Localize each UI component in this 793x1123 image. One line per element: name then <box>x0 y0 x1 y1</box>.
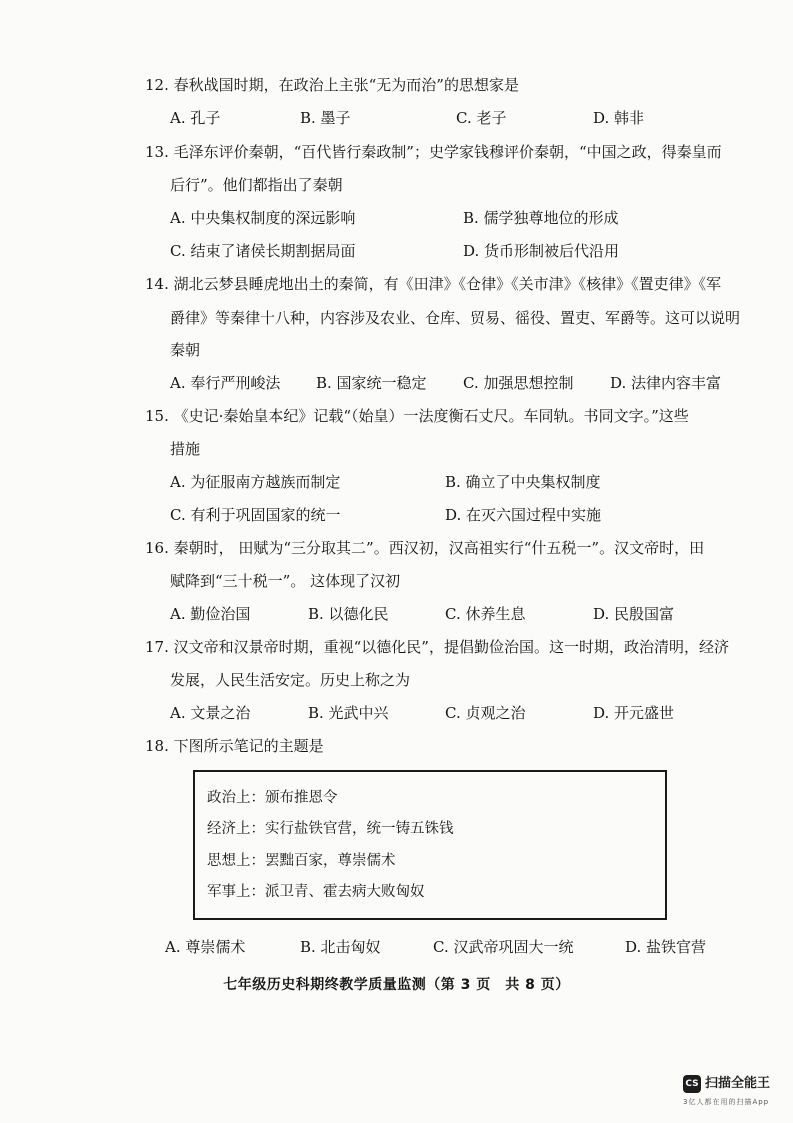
scanner-watermark <box>683 1075 783 1115</box>
question-13-stem-line-2: 后行”。他们都指出了秦朝 <box>170 176 343 194</box>
q15-option-b: B. 确立了中央集权制度 <box>445 473 601 491</box>
q13-option-a: A. 中央集权制度的深远影响 <box>170 209 356 227</box>
question-14-stem-line-2: 爵律》等秦律十八种，内容涉及农业、仓库、贸易、徭役、置吏、军爵等。这可以说明 <box>170 309 741 327</box>
q12-option-c: C. 老子 <box>456 109 507 127</box>
question-15-stem-line-1: 15. 《史记·秦始皇本纪》记载“（始皇）一法度衡石丈尺。车同轨。书同文字。”这些 <box>145 407 689 425</box>
q12-option-a: A. 孔子 <box>170 109 221 127</box>
q14-option-d: D. 法律内容丰富 <box>610 374 722 392</box>
watermark-title: 扫描全能王 <box>705 1076 771 1091</box>
q16-option-b: B. 以德化民 <box>308 605 389 623</box>
q13-option-b: B. 儒学独尊地位的形成 <box>463 209 619 227</box>
q14-option-a: A. 奉行严刑峻法 <box>170 374 281 392</box>
q17-option-a: A. 文景之治 <box>170 704 251 722</box>
q14-option-b: B. 国家统一稳定 <box>316 374 427 392</box>
q18-option-c: C. 汉武帝巩固大一统 <box>433 938 574 956</box>
note-economy: 经济上：实行盐铁官营，统一铸五铢钱 <box>207 821 454 837</box>
question-17-stem-line-1: 17. 汉文帝和汉景帝时期，重视“以德化民”，提倡勤俭治国。这一时期，政治清明，经济 <box>145 638 729 656</box>
q18-option-d: D. 盐铁官营 <box>625 938 707 956</box>
q18-option-a: A. 尊崇儒术 <box>165 938 246 956</box>
question-18-stem: 18. 下图所示笔记的主题是 <box>145 737 324 755</box>
q16-option-c: C. 休养生息 <box>445 605 526 623</box>
question-15-stem-line-2: 措施 <box>170 440 201 458</box>
q13-option-c: C. 结束了诸侯长期割据局面 <box>170 242 356 260</box>
q16-option-a: A. 勤俭治国 <box>170 605 251 623</box>
question-16-stem-line-1: 16. 秦朝时， 田赋为“三分取其二”。西汉初，汉高祖实行“什五税一”。汉文帝时，田 <box>145 539 705 557</box>
question-17-stem-line-2: 发展，人民生活安定。历史上称之为 <box>170 671 411 689</box>
note-politics: 政治上：颁布推恩令 <box>207 790 338 806</box>
notes-box <box>193 770 667 920</box>
note-military: 军事上：派卫青、霍去病大败匈奴 <box>207 884 425 900</box>
q16-option-d: D. 民殷国富 <box>593 605 675 623</box>
q17-option-d: D. 开元盛世 <box>593 704 675 722</box>
q14-option-c: C. 加强思想控制 <box>463 374 574 392</box>
page-footer: 七年级历史科期终教学质量监测（第 3 页 共 8 页） <box>223 977 570 993</box>
question-12-stem: 12. 春秋战国时期，在政治上主张“无为而治”的思想家是 <box>145 76 519 94</box>
note-thought: 思想上：罢黜百家，尊崇儒术 <box>207 853 396 869</box>
watermark-subtitle: 3亿人都在用的扫描App <box>683 1098 770 1106</box>
q13-option-d: D. 货币形制被后代沿用 <box>463 242 620 260</box>
q15-option-a: A. 为征服南方越族而制定 <box>170 473 341 491</box>
question-16-stem-line-2: 赋降到“三十税一”。 这体现了汉初 <box>170 572 401 590</box>
question-14-stem-line-3: 秦朝 <box>170 341 201 359</box>
q15-option-d: D. 在灭六国过程中实施 <box>445 506 602 524</box>
q12-option-b: B. 墨子 <box>300 109 351 127</box>
q18-option-b: B. 北击匈奴 <box>300 938 381 956</box>
q12-option-d: D. 韩非 <box>593 109 645 127</box>
q17-option-c: C. 贞观之治 <box>445 704 526 722</box>
camscanner-logo-icon: CS <box>683 1075 701 1093</box>
q15-option-c: C. 有利于巩固国家的统一 <box>170 506 341 524</box>
q17-option-b: B. 光武中兴 <box>308 704 389 722</box>
question-14-stem-line-1: 14. 湖北云梦县睡虎地出土的秦简，有《田津》《仓律》《关市津》《核律》《置吏律》《军 <box>145 275 722 293</box>
question-13-stem-line-1: 13. 毛泽东评价秦朝，“百代皆行秦政制”；史学家钱穆评价秦朝，“中国之政，得秦皇而 <box>145 143 722 161</box>
